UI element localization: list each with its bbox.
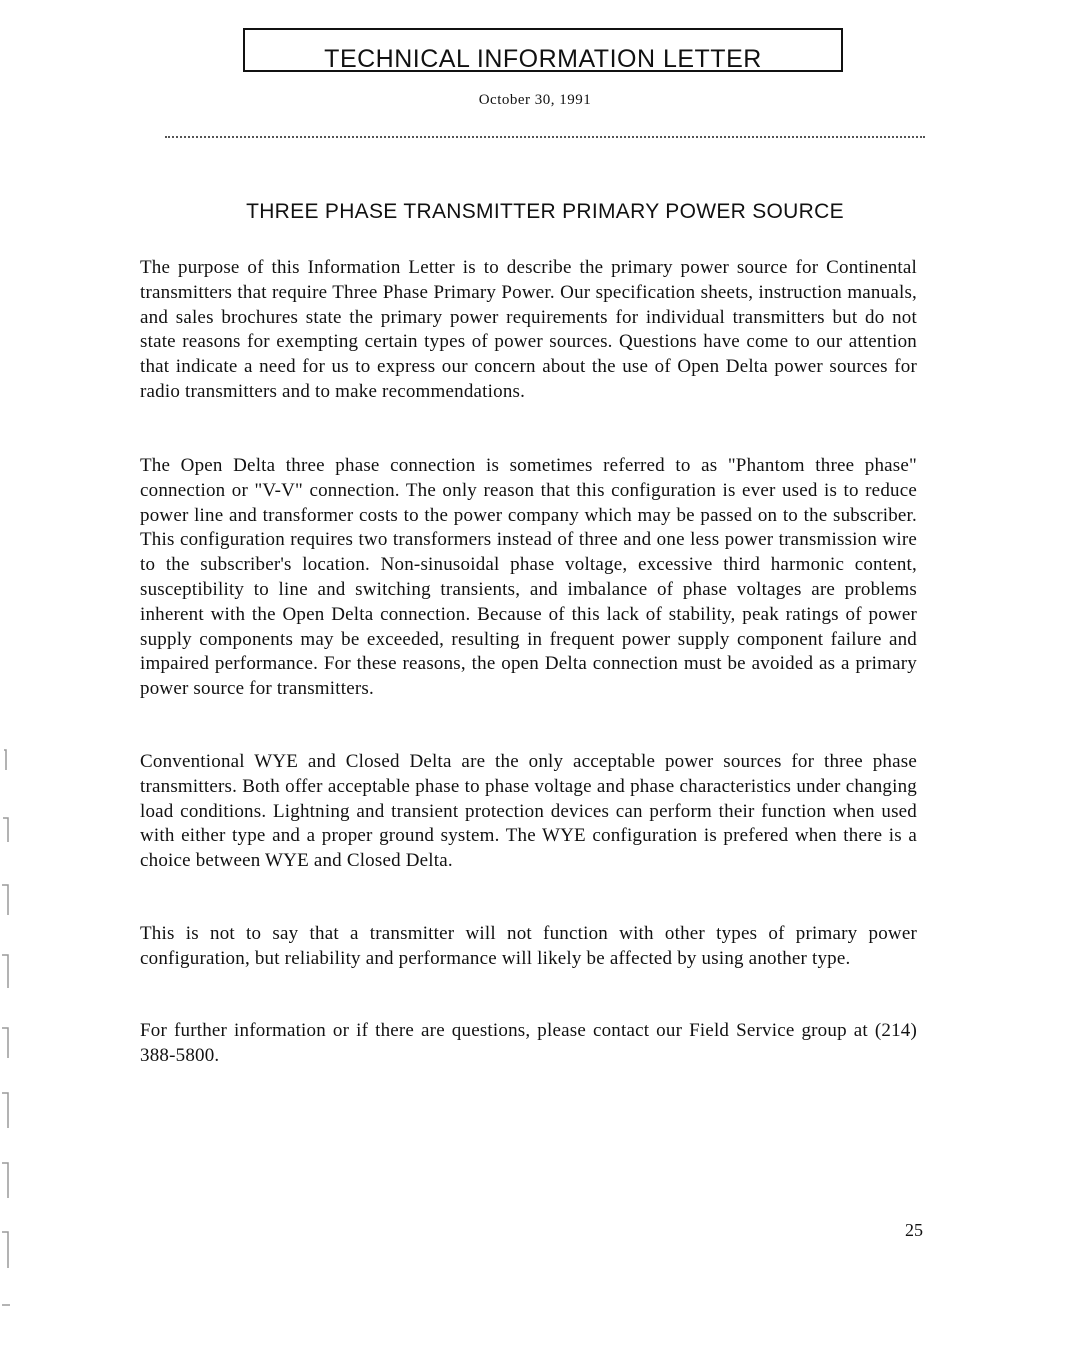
body-paragraph-contact: For further information or if there are questions, please contact our Field Service group at (214) 388-5800. [140,1020,917,1066]
body-paragraph-other-types: This is not to say that a transmitter will not function with other types of primary power configuration, but reliability and performance will likely be affected by using another type. [140,923,917,969]
body-paragraph-wye-closed-delta: Conventional WYE and Closed Delta are the only acceptable power sources for three phase transmitters. Both offer acceptable phase to phase voltage and phase characteristics under changing load conditions. Lightning and transient protection devices can perform their function when used with either type and a proper ground system. The WYE configuration is prefered when there is a choice between WYE and Closed Delta. [140,751,917,872]
subject-heading: THREE PHASE TRANSMITTER PRIMARY POWER SOURCE [246,200,844,223]
page-number: 25 [905,1220,923,1240]
dotted-separator [165,136,925,138]
body-paragraph-open-delta: The Open Delta three phase connection is sometimes referred to as "Phantom three phase" connection or "V-V" connection. The only reason that this configuration is ever used is to reduce power line and transformer costs to the power company which may be passed on to the subscriber. This configuration requires two transformers instead of three and one less power transmission wire to the subscriber's location. Non-sinusoidal phase voltage, excessive third harmonic content, susceptibility to line and switching transients, and imbalance of phase voltages are problems inherent with the Open Delta connection. Because of this lack of stability, peak ratings of power supply components may be exceeded, resulting in frequent power supply component failure and impaired performance. For these reasons, the open Delta connection must be avoided as a primary power source for transmitters. [140,455,917,700]
letter-title: TECHNICAL INFORMATION LETTER [324,45,762,73]
body-paragraph-purpose: The purpose of this Information Letter is to describe the primary power source for Continental transmitters that require Three Phase Primary Power. Our specification sheets, instruction manuals, and sales brochures state the primary power requirements for individual transmitters but do not state reasons for exempting certain types of power sources. Questions have come to our attention that indicate a need for us to express our concern about the use of Open Delta power sources for radio transmitters and to make recommendations. [140,257,917,402]
letter-date: October 30, 1991 [478,92,592,108]
letter-header-box [243,28,843,72]
binding-margin-marks [0,0,40,1357]
header-underline [298,70,788,71]
